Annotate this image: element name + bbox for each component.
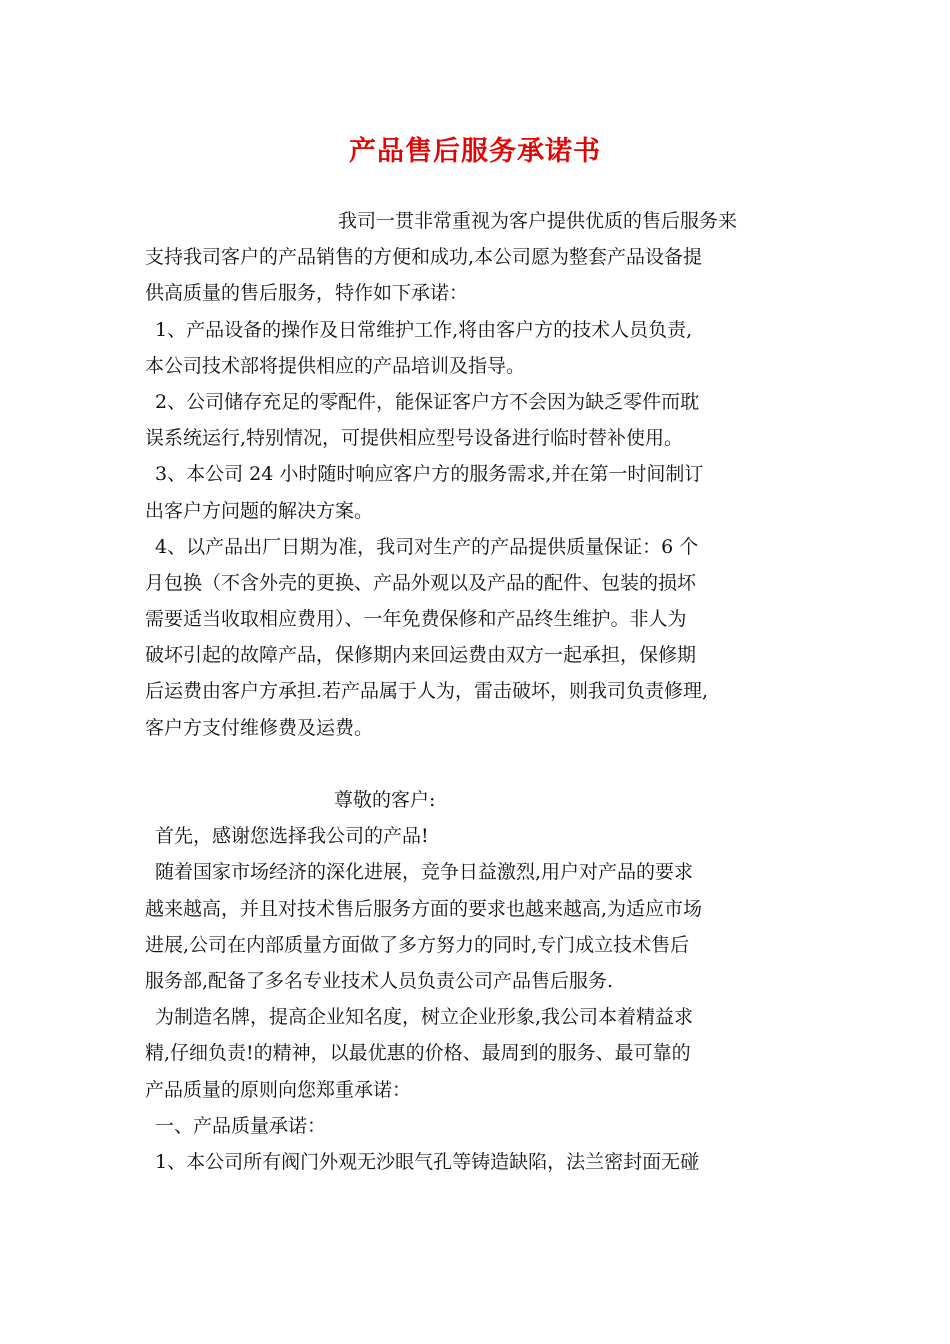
item-3-line-2: 出客户方问题的解决方案。: [145, 499, 374, 522]
para-2-line-2: 越来越高，并且对技术售后服务方面的要求也越来越高,为适应市场: [145, 897, 703, 920]
item-3-line-1: 3、本公司 24 小时随时响应客户方的服务需求,并在第一时间制订: [155, 463, 704, 486]
para-3-line-2: 精,仔细负责!的精神，以最优惠的价格、最周到的服务、最可靠的: [145, 1042, 691, 1065]
para-2-line-4: 服务部,配备了多名专业技术人员负责公司产品售后服务.: [145, 969, 614, 992]
para-2-line-3: 进展,公司在内部质量方面做了多方努力的同时,专门成立技术售后: [145, 933, 690, 956]
item-2-line-1: 2、公司储存充足的零配件，能保证客户方不会因为缺乏零件而耽: [155, 390, 700, 413]
thanks-line: 首先，感谢您选择我公司的产品!: [155, 825, 429, 848]
section-heading: 一、产品质量承诺：: [155, 1114, 327, 1137]
item-2-line-2: 误系统运行,特别情况，可提供相应型号设备进行临时替补使用。: [145, 427, 684, 450]
document-title: 产品售后服务承诺书: [349, 136, 601, 167]
para-2-line-1: 随着国家市场经济的深化进展，竞争日益激烈,用户对产品的要求: [155, 861, 694, 884]
intro-line-1: 我司一贯非常重视为客户提供优质的售后服务来: [338, 210, 738, 232]
document-body: [145, 203, 815, 1180]
para-3-line-3: 产品质量的原则向您郑重承诺：: [145, 1078, 412, 1101]
greeting-line: 尊敬的客户:: [334, 789, 436, 811]
intro-line-2: 支持我司客户的产品销售的方便和成功,本公司愿为整套产品设备提: [145, 246, 703, 269]
item-4-line-5: 后运费由客户方承担.若产品属于人为，雷击破坏，则我司负责修理,: [145, 680, 709, 703]
item-1-line-1: 1、产品设备的操作及日常维护工作,将由客户方的技术人员负责,: [155, 318, 693, 341]
item-4-line-1: 4、以产品出厂日期为准，我司对生产的产品提供质量保证：6 个: [155, 535, 699, 558]
item-4-line-3: 需要适当收取相应费用）、一年免费保修和产品终生维护。非人为: [145, 608, 687, 631]
section-item-1-line-1: 1、本公司所有阀门外观无沙眼气孔等铸造缺陷，法兰密封面无碰: [155, 1150, 700, 1173]
item-4-line-4: 破坏引起的故障产品，保修期内来回运费由双方一起承担，保修期: [145, 644, 697, 667]
item-4-line-6: 客户方支付维修费及运费。: [145, 716, 374, 739]
para-3-line-1: 为制造名牌，提高企业知名度，树立企业形象,我公司本着精益求: [155, 1006, 694, 1029]
blank-line: [145, 746, 815, 782]
item-1-line-2: 本公司技术部将提供相应的产品培训及指导。: [145, 354, 526, 377]
intro-line-3: 供高质量的售后服务，特作如下承诺：: [145, 282, 469, 305]
item-4-line-2: 月包换（不含外壳的更换、产品外观以及产品的配件、包装的损坏: [145, 571, 697, 594]
